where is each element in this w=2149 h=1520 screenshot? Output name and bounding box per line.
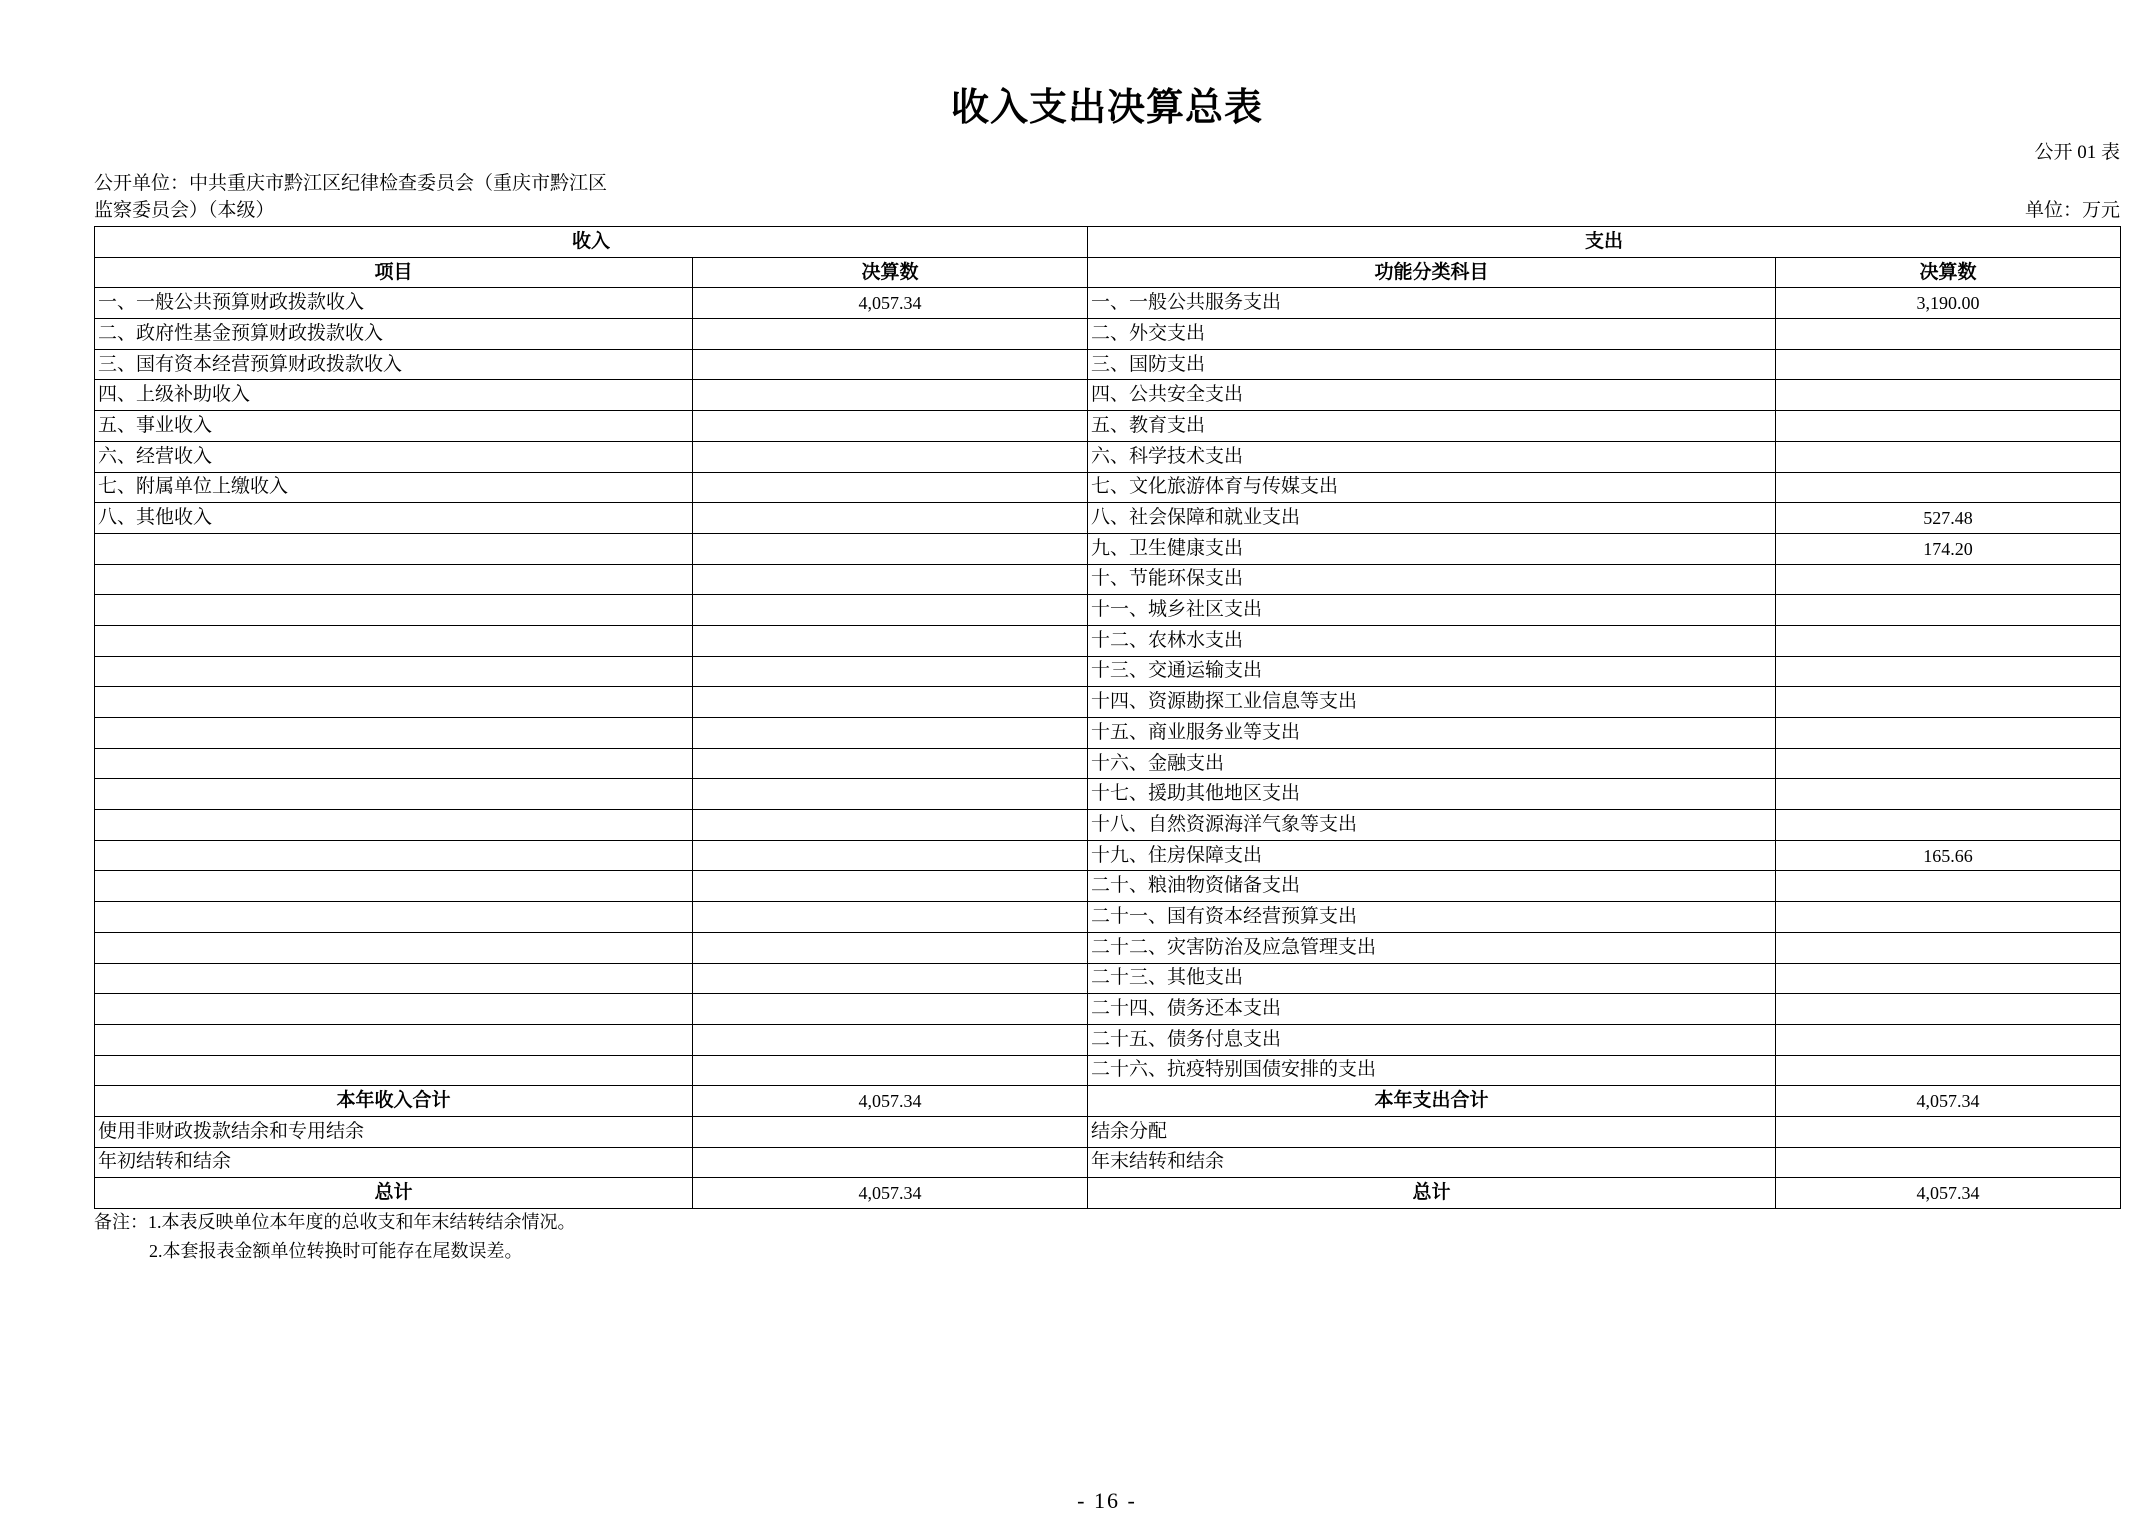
expense-item-cell: 九、卫生健康支出	[1088, 533, 1776, 564]
footnote-1: 备注：1.本表反映单位本年度的总收支和年末结转结余情况。	[94, 1212, 576, 1232]
expense-amount-cell	[1776, 1147, 2121, 1178]
annual-total-row	[95, 1086, 2121, 1117]
income-amount-cell	[693, 380, 1088, 411]
expense-item-cell: 二十四、债务还本支出	[1088, 994, 1776, 1025]
income-item-cell	[95, 595, 693, 626]
table-row	[95, 871, 2121, 902]
unit-name-line2: 监察委员会）（本级）	[94, 200, 275, 221]
income-item-cell	[95, 810, 693, 841]
income-section-header: 收入	[95, 227, 1088, 258]
expense-amount-cell	[1776, 963, 2121, 994]
table-row	[95, 1055, 2121, 1086]
expense-item-cell: 十八、自然资源海洋气象等支出	[1088, 810, 1776, 841]
income-amount-cell	[693, 441, 1088, 472]
expense-amount-cell: 174.20	[1776, 533, 2121, 564]
income-item-cell	[95, 625, 693, 656]
expense-amount-cell	[1776, 718, 2121, 749]
expense-amount-cell	[1776, 687, 2121, 718]
income-amount-cell	[693, 963, 1088, 994]
expense-amount-cell	[1776, 349, 2121, 380]
income-amount-cell	[693, 1147, 1088, 1178]
table-row	[95, 932, 2121, 963]
expense-item-cell: 十九、住房保障支出	[1088, 840, 1776, 871]
table-row	[95, 441, 2121, 472]
expense-amount-cell: 3,190.00	[1776, 288, 2121, 319]
expense-item-cell: 八、社会保障和就业支出	[1088, 503, 1776, 534]
expense-item-cell: 十三、交通运输支出	[1088, 656, 1776, 687]
expense-item-cell: 五、教育支出	[1088, 411, 1776, 442]
annual-expense-total-label: 本年支出合计	[1088, 1086, 1776, 1117]
income-amount-cell	[693, 902, 1088, 933]
table-row	[95, 595, 2121, 626]
expense-item-cell: 七、文化旅游体育与传媒支出	[1088, 472, 1776, 503]
expense-item-cell: 三、国防支出	[1088, 349, 1776, 380]
expense-amount-cell	[1776, 779, 2121, 810]
table-code: 公开 01 表	[2034, 142, 2120, 163]
income-item-cell	[95, 656, 693, 687]
footnote-2: 2.本套报表金额单位转换时可能存在尾数误差。	[149, 1241, 523, 1261]
income-item-cell	[95, 1024, 693, 1055]
expense-item-cell: 二十、粮油物资储备支出	[1088, 871, 1776, 902]
expense-item-cell: 十五、商业服务业等支出	[1088, 718, 1776, 749]
table-row	[95, 656, 2121, 687]
income-amount-cell	[693, 319, 1088, 350]
income-amount-cell	[693, 595, 1088, 626]
income-amount-cell	[693, 687, 1088, 718]
expense-amount-cell	[1776, 564, 2121, 595]
income-amount-cell	[693, 840, 1088, 871]
table-row	[95, 503, 2121, 534]
expense-amount-cell	[1776, 319, 2121, 350]
income-amount-cell	[693, 718, 1088, 749]
grand-total-income-label: 总计	[95, 1178, 693, 1209]
expense-item-cell: 二十二、灾害防治及应急管理支出	[1088, 932, 1776, 963]
income-item-cell	[95, 994, 693, 1025]
table-row	[95, 288, 2121, 319]
column-header-item: 项目	[95, 257, 693, 288]
expense-item-cell: 十四、资源勘探工业信息等支出	[1088, 687, 1776, 718]
expense-item-cell: 一、一般公共服务支出	[1088, 288, 1776, 319]
expense-amount-cell	[1776, 656, 2121, 687]
table-row	[95, 472, 2121, 503]
expense-amount-cell	[1776, 810, 2121, 841]
expense-amount-cell: 527.48	[1776, 503, 2121, 534]
income-amount-cell	[693, 994, 1088, 1025]
expense-amount-cell	[1776, 441, 2121, 472]
table-row	[95, 1024, 2121, 1055]
table-row	[95, 902, 2121, 933]
grand-total-income-amount: 4,057.34	[693, 1178, 1088, 1209]
income-amount-cell	[693, 932, 1088, 963]
table-row	[95, 963, 2121, 994]
income-amount-cell	[693, 1024, 1088, 1055]
expense-item-cell: 二十三、其他支出	[1088, 963, 1776, 994]
income-amount-cell	[693, 779, 1088, 810]
expense-item-cell: 年末结转和结余	[1088, 1147, 1776, 1178]
expense-item-cell: 结余分配	[1088, 1116, 1776, 1147]
income-item-cell: 八、其他收入	[95, 503, 693, 534]
income-item-cell: 年初结转和结余	[95, 1147, 693, 1178]
expense-amount-cell	[1776, 902, 2121, 933]
income-amount-cell	[693, 503, 1088, 534]
expense-amount-cell	[1776, 994, 2121, 1025]
grand-total-row	[95, 1178, 2121, 1209]
table-row	[95, 810, 2121, 841]
income-item-cell	[95, 963, 693, 994]
expense-amount-cell	[1776, 748, 2121, 779]
income-amount-cell	[693, 472, 1088, 503]
expense-item-cell: 十一、城乡社区支出	[1088, 595, 1776, 626]
expense-amount-cell	[1776, 1024, 2121, 1055]
income-amount-cell	[693, 349, 1088, 380]
table-row	[95, 564, 2121, 595]
income-item-cell: 二、政府性基金预算财政拨款收入	[95, 319, 693, 350]
income-amount-cell	[693, 533, 1088, 564]
expense-amount-cell	[1776, 595, 2121, 626]
expense-item-cell: 六、科学技术支出	[1088, 441, 1776, 472]
income-item-cell: 三、国有资本经营预算财政拨款收入	[95, 349, 693, 380]
table-row	[95, 718, 2121, 749]
income-amount-cell	[693, 411, 1088, 442]
income-amount-cell: 4,057.34	[693, 288, 1088, 319]
annual-income-total-label: 本年收入合计	[95, 1086, 693, 1117]
expense-amount-cell	[1776, 932, 2121, 963]
expense-amount-cell	[1776, 871, 2121, 902]
table-row	[95, 840, 2121, 871]
balance-row	[95, 1116, 2121, 1147]
carryover-row	[95, 1147, 2121, 1178]
income-item-cell	[95, 1055, 693, 1086]
table-row	[95, 319, 2121, 350]
income-item-cell: 使用非财政拨款结余和专用结余	[95, 1116, 693, 1147]
annual-expense-total-amount: 4,057.34	[1776, 1086, 2121, 1117]
section-header-row	[95, 227, 2121, 258]
document-page	[94, 0, 2120, 1520]
income-item-cell	[95, 779, 693, 810]
expense-item-cell: 十七、援助其他地区支出	[1088, 779, 1776, 810]
income-item-cell: 七、附属单位上缴收入	[95, 472, 693, 503]
income-item-cell	[95, 748, 693, 779]
income-item-cell	[95, 902, 693, 933]
income-item-cell	[95, 932, 693, 963]
expense-amount-cell	[1776, 1116, 2121, 1147]
expense-amount-cell	[1776, 380, 2121, 411]
income-amount-cell	[693, 810, 1088, 841]
table-row	[95, 380, 2121, 411]
annual-income-total-amount: 4,057.34	[693, 1086, 1088, 1117]
expense-amount-cell	[1776, 411, 2121, 442]
expense-item-cell: 十二、农林水支出	[1088, 625, 1776, 656]
income-expenditure-table	[94, 226, 2121, 1209]
income-amount-cell	[693, 656, 1088, 687]
income-item-cell: 六、经营收入	[95, 441, 693, 472]
income-amount-cell	[693, 871, 1088, 902]
expense-section-header: 支出	[1088, 227, 2121, 258]
income-amount-cell	[693, 1055, 1088, 1086]
table-row	[95, 349, 2121, 380]
income-item-cell	[95, 840, 693, 871]
report-title: 收入支出决算总表	[950, 87, 1263, 129]
table-row	[95, 748, 2121, 779]
income-amount-cell	[693, 1116, 1088, 1147]
column-header-category: 功能分类科目	[1088, 257, 1776, 288]
expense-item-cell: 二十五、债务付息支出	[1088, 1024, 1776, 1055]
income-item-cell	[95, 564, 693, 595]
expense-item-cell: 十六、金融支出	[1088, 748, 1776, 779]
column-header-expense-amount: 决算数	[1776, 257, 2121, 288]
income-item-cell: 五、事业收入	[95, 411, 693, 442]
expense-amount-cell	[1776, 625, 2121, 656]
table-row	[95, 779, 2121, 810]
income-amount-cell	[693, 748, 1088, 779]
income-item-cell: 四、上级补助收入	[95, 380, 693, 411]
grand-total-expense-amount: 4,057.34	[1776, 1178, 2121, 1209]
income-item-cell	[95, 687, 693, 718]
expense-amount-cell	[1776, 1055, 2121, 1086]
page-number: - 16 -	[1077, 1488, 1137, 1513]
expense-item-cell: 二、外交支出	[1088, 319, 1776, 350]
income-item-cell: 一、一般公共预算财政拨款收入	[95, 288, 693, 319]
column-header-row	[95, 257, 2121, 288]
income-item-cell	[95, 533, 693, 564]
currency-unit: 单位：万元	[2024, 200, 2120, 221]
unit-name-line1: 公开单位：中共重庆市黔江区纪律检查委员会（重庆市黔江区	[94, 173, 608, 194]
grand-total-expense-label: 总计	[1088, 1178, 1776, 1209]
income-item-cell	[95, 871, 693, 902]
table-row	[95, 625, 2121, 656]
expense-item-cell: 二十一、国有资本经营预算支出	[1088, 902, 1776, 933]
expense-amount-cell	[1776, 472, 2121, 503]
expense-item-cell: 四、公共安全支出	[1088, 380, 1776, 411]
expense-item-cell: 十、节能环保支出	[1088, 564, 1776, 595]
income-amount-cell	[693, 625, 1088, 656]
expense-amount-cell: 165.66	[1776, 840, 2121, 871]
income-item-cell	[95, 718, 693, 749]
table-row	[95, 533, 2121, 564]
income-amount-cell	[693, 564, 1088, 595]
table-row	[95, 411, 2121, 442]
table-row	[95, 687, 2121, 718]
expense-item-cell: 二十六、抗疫特别国债安排的支出	[1088, 1055, 1776, 1086]
column-header-income-amount: 决算数	[693, 257, 1088, 288]
table-row	[95, 994, 2121, 1025]
